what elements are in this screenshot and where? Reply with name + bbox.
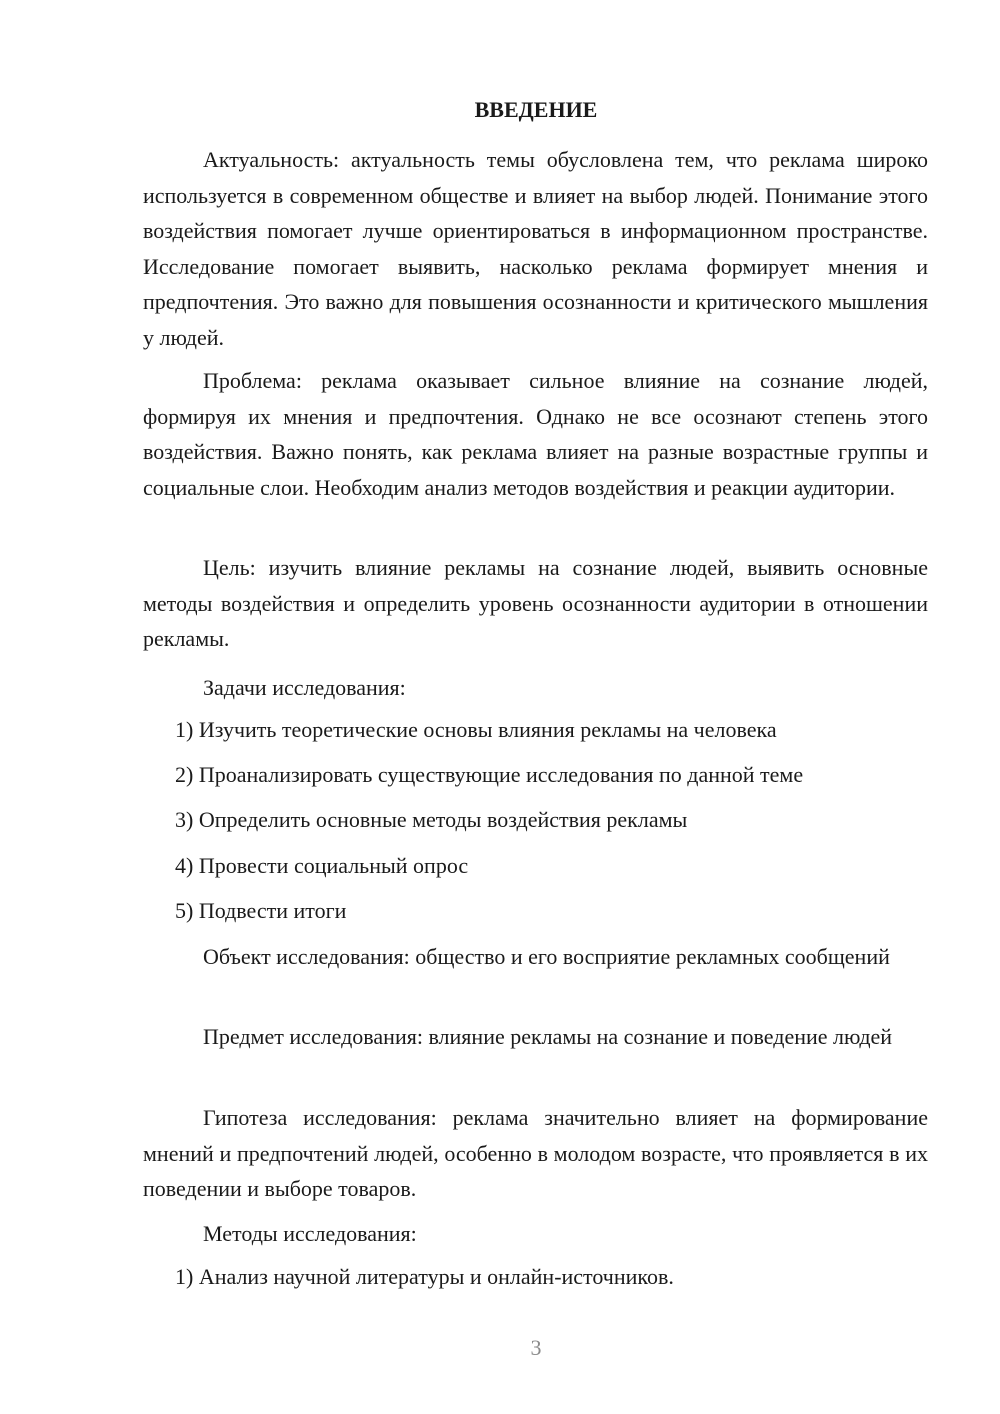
task-item-5: 5) Подвести итоги <box>175 898 347 923</box>
task-item-1: 1) Изучить теоретические основы влияния рекламы на человека <box>175 717 777 742</box>
tasks-heading: Задачи исследования: <box>203 675 406 700</box>
hypothesis-paragraph: Гипотеза исследования: реклама значительно влияет на формирование мнений и предпочтений людей, особенно в молодом возрасте, что проявляется в их поведении и выборе товаров. <box>143 1105 928 1201</box>
task-item-4: 4) Провести социальный опрос <box>175 853 469 878</box>
problem-paragraph: Проблема: реклама оказывает сильное влияние на сознание людей, формируя их мнения и предпочтения. Однако не все осознают степень этого воздействия. Важно понять, как реклама влияет на разные возрастные группы и социальные слои. Необходим анализ методов воздействия и реакции аудитории. <box>143 368 928 500</box>
task-item-2: 2) Проанализировать существующие исследования по данной теме <box>175 762 804 787</box>
relevance-paragraph: Актуальность: актуальность темы обусловлена тем, что реклама широко используется в современном обществе и влияет на выбор людей. Понимание этого воздействия помогает лучше ориентироваться в информационном пространстве. Исследование помогает выявить, насколько реклама формирует мнения и предпочтения. Это важно для повышения осознанности и критического мышления у людей. <box>143 147 928 350</box>
methods-heading: Методы исследования: <box>203 1221 417 1246</box>
object-paragraph: Объект исследования: общество и его восприятие рекламных сообщений <box>203 944 890 969</box>
method-item-1: 1) Анализ научной литературы и онлайн-источников. <box>175 1264 674 1289</box>
goal-paragraph: Цель: изучить влияние рекламы на сознание людей, выявить основные методы воздействия и определить уровень осознанности аудитории в отношении рекламы. <box>143 555 928 651</box>
page-number: 3 <box>530 1335 542 1360</box>
subject-paragraph: Предмет исследования: влияние рекламы на сознание и поведение людей <box>203 1024 893 1049</box>
page-title: ВВЕДЕНИЕ <box>474 97 598 122</box>
task-item-3: 3) Определить основные методы воздействия рекламы <box>175 807 688 832</box>
